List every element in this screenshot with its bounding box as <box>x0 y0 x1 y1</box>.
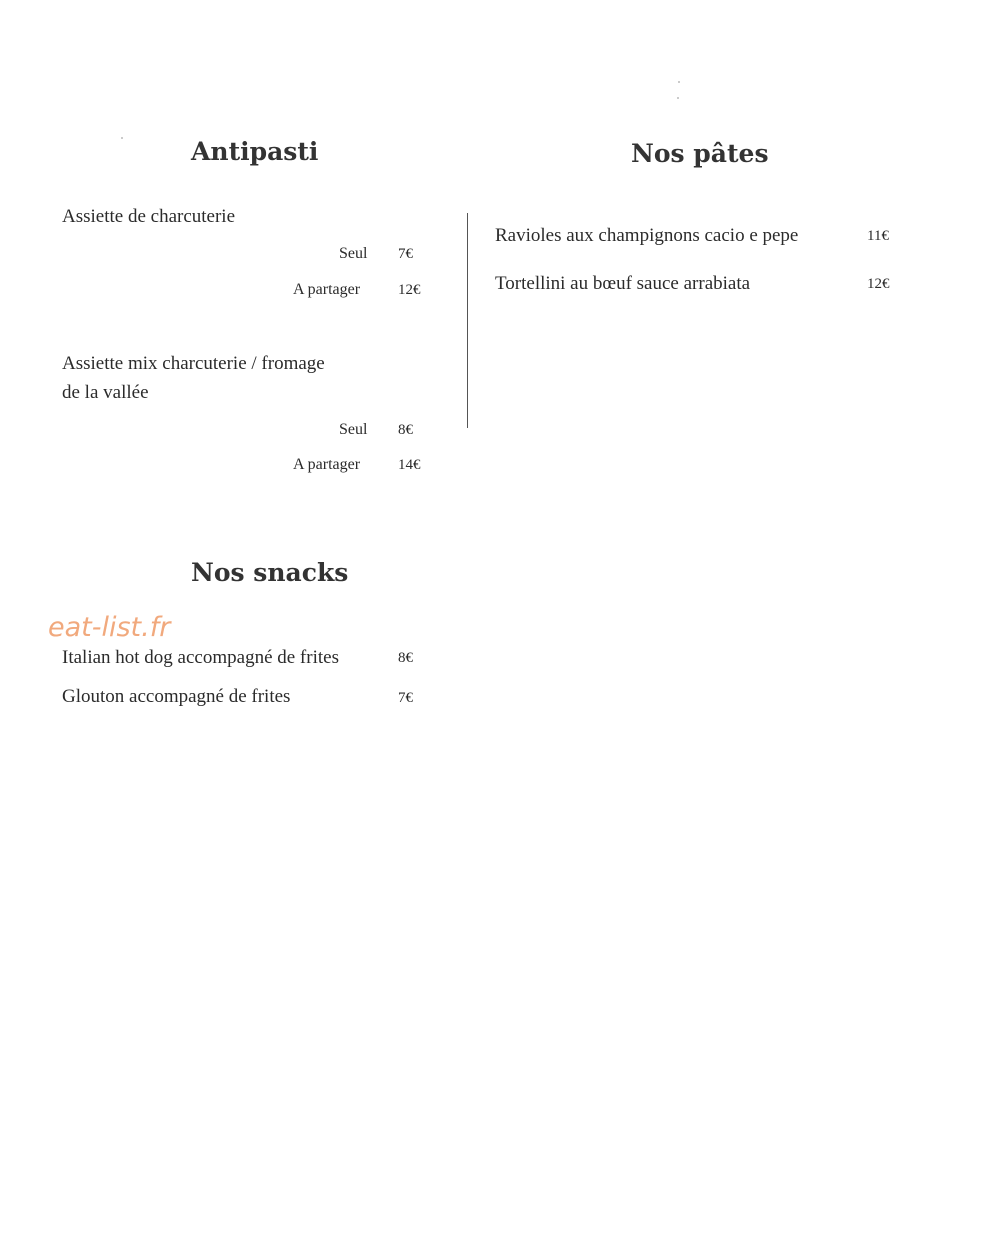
antipasti-title: Antipasti <box>191 137 319 166</box>
column-divider <box>467 213 468 428</box>
option-label: A partager <box>293 456 361 473</box>
snacks-title: Nos snacks <box>191 558 349 587</box>
scan-speck <box>677 97 679 99</box>
option-price: 14€ <box>398 457 421 473</box>
scan-speck <box>121 137 123 139</box>
watermark-logo: eat-list.fr <box>48 612 171 643</box>
menu-item-price: 8€ <box>398 650 413 666</box>
option-price: 12€ <box>398 282 421 298</box>
menu-item-price: 12€ <box>867 276 890 292</box>
menu-item-name: Glouton accompagné de frites <box>62 686 291 707</box>
option-label: Seul <box>339 421 368 438</box>
option-price: 8€ <box>398 422 413 438</box>
menu-item-price: 7€ <box>398 690 413 706</box>
scan-speck <box>678 81 680 83</box>
menu-item-name-line2: de la vallée <box>62 382 149 403</box>
menu-item-name: Assiette de charcuterie <box>62 206 236 227</box>
menu-item-price: 11€ <box>867 228 889 244</box>
pates-title: Nos pâtes <box>631 139 769 168</box>
option-label: A partager <box>293 281 361 298</box>
option-price: 7€ <box>398 246 413 262</box>
menu-item-name: Ravioles aux champignons cacio e pepe <box>495 225 799 246</box>
menu-item-name: Italian hot dog accompagné de frites <box>62 647 339 668</box>
menu-item-name: Assiette mix charcuterie / fromage <box>62 353 325 374</box>
option-label: Seul <box>339 245 368 262</box>
menu-item-name: Tortellini au bœuf sauce arrabiata <box>495 273 751 294</box>
